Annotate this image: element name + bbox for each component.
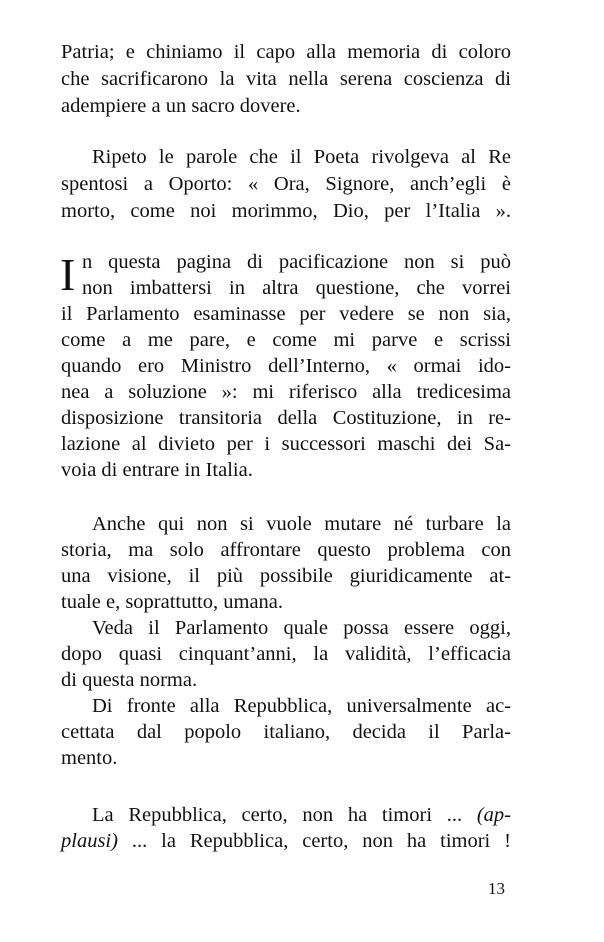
text-line: tuale e, soprattutto, umana. <box>61 591 284 613</box>
text-line: adempiere a un sacro dovere. <box>61 95 301 117</box>
text-line: disposizione transitoria della Costituzione, in re- <box>61 407 511 429</box>
text-line: una visione, il più possibile giuridicamente at- <box>61 565 511 587</box>
stage-direction: (ap- <box>476 804 512 826</box>
text-line: storia, ma solo affrontare questo problema con <box>61 539 511 561</box>
text-line: dopo quasi cinquant’anni, la validità, l’efficacia <box>61 643 511 665</box>
text-line: non imbattersi in altra questione, che vorrei <box>82 277 511 299</box>
text-line: nea a soluzione »: mi riferisco alla tredicesima <box>61 381 511 403</box>
text-line: di questa norma. <box>61 669 198 691</box>
text-line: morto, come noi morimmo, Dio, per l’Italia ». <box>61 200 511 222</box>
text-span: La Repubblica, certo, non ha timori ... <box>92 804 463 826</box>
text-line: spentosi a Oporto: « Ora, Signore, anch’egli è <box>61 173 511 195</box>
text-line: Veda il Parlamento quale possa essere oggi, <box>92 617 511 639</box>
text-line: Di fronte alla Repubblica, universalmente ac- <box>92 695 511 717</box>
text-line: quando ero Ministro dell’Interno, « ormai ido- <box>61 355 511 377</box>
text-line: voia di entrare in Italia. <box>61 459 253 481</box>
text-line: mento. <box>61 747 118 769</box>
text-line: cettata dal popolo italiano, decida il Parla- <box>61 721 511 743</box>
page-number: 13 <box>488 879 505 898</box>
text-line <box>61 828 511 854</box>
text-span: ... la Repubblica, certo, non ha timori ! <box>131 830 511 852</box>
text-line: come a me pare, e come mi parve e scrissi <box>61 329 511 351</box>
text-line: Patria; e chiniamo il capo alla memoria di coloro <box>61 41 511 63</box>
text-line: Anche qui non si vuole mutare né turbare la <box>92 513 511 535</box>
stage-direction: plausi) <box>61 830 118 852</box>
text-line: il Parlamento esaminasse per vedere se non sia, <box>61 303 511 325</box>
text-line: che sacrificarono la vita nella serena coscienza di <box>61 68 511 90</box>
text-line <box>92 802 511 828</box>
text-line: lazione al divieto per i successori maschi dei Sa- <box>61 433 511 455</box>
text-line: Ripeto le parole che il Poeta rivolgeva al Re <box>92 146 511 168</box>
text-line: n questa pagina di pacificazione non si può <box>82 251 511 273</box>
drop-cap: I <box>60 249 76 300</box>
